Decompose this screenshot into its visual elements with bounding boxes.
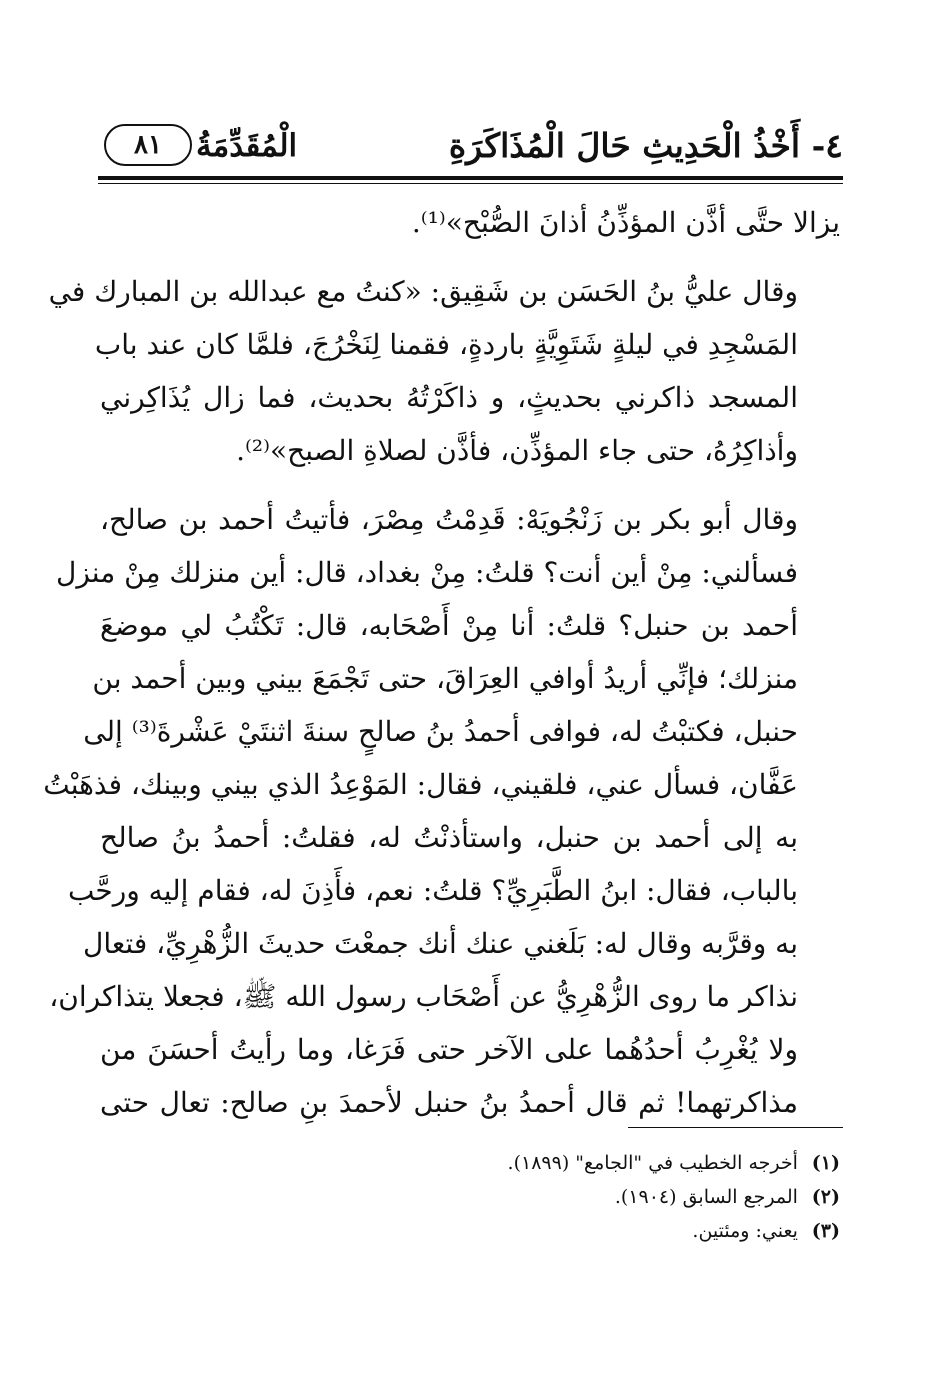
header-rule-thick (98, 176, 843, 180)
text-line: مذاكرتهما! ثم قال أحمدُ بنُ حنبل لأحمدَ بنِ صالح: تعال حتى (100, 1086, 798, 1119)
text-line: يزالا حتَّى أذَّن المؤذِّنُ أذانَ الصُّبْح»⁽¹⁾. (411, 206, 840, 239)
text-line: حنبل، فكتبْتُ له، فوافى أحمدُ بنُ صالحٍ سنةَ اثنتَيْ عَشْرةَ⁽³⁾ إلى (83, 715, 798, 748)
paragraph (100, 196, 840, 249)
text-line: وقال أبو بكر بن زَنْجُويَهْ: قَدِمْتُ مِصْرَ، فأتيتُ أحمد بن صالح، (100, 503, 798, 536)
text-line: فسألني: مِنْ أين أنت؟ قلتُ: مِنْ بغداد، قال: أين منزلك مِنْ منزل (55, 556, 798, 589)
footnote-text: أخرجه الخطيب في "الجامع" (١٨٩٩). (507, 1152, 798, 1174)
text-line: به إلى أحمد بن حنبل، واستأذنْتُ له، فقلتُ: أحمدُ بنُ صالح (100, 821, 798, 854)
paragraph (48, 265, 840, 477)
text-line: وقال عليُّ بنُ الحَسَن بن شَقِيق: «كنتُ مع عبدالله بن المبارك في (48, 275, 798, 308)
chapter-title: ٤- أَخْذُ الْحَدِيثِ حَالَ الْمُذَاكَرَةِ (448, 126, 843, 165)
text-line: عَفَّان، فسأل عني، فلقيني، فقال: المَوْعِدُ الذي بيني وبينك، فذهَبْتُ (43, 768, 798, 801)
footnote (508, 1146, 840, 1180)
text-line: أحمد بن حنبل؟ قلتُ: أنا مِنْ أَصْحَابه، قال: تَكْتُبُ لي موضعَ (100, 609, 798, 642)
footnotes (508, 1146, 840, 1248)
page-header (98, 118, 843, 178)
footnote-number: (١) (811, 1152, 840, 1174)
text-line: به وقرَّبه وقال له: بَلَغني عنك أنك جمعْتَ حديثَ الزُّهْرِيِّ، فتعال (83, 927, 798, 960)
section-name: الْمُقَدِّمَةُ (196, 128, 298, 164)
text-line: وأذاكِرُهُ، حتى جاء المؤذِّن، فأذَّن لصلاةِ الصبح»⁽²⁾. (236, 434, 798, 467)
text-line: بالباب، فقال: ابنُ الطَّبَرِيِّ؟ قلتُ: نعم، فأَذِنَ له، فقام إليه ورحَّب (67, 874, 798, 907)
footnote (508, 1214, 840, 1248)
footnote-separator (628, 1127, 843, 1128)
footnote-number: (٢) (811, 1186, 840, 1208)
footnote-text: المرجع السابق (١٩٠٤). (614, 1186, 798, 1208)
page-number: ٨١ (104, 124, 192, 166)
text-line: نذاكر ما روى الزُّهْرِيُّ عن أَصْحَاب رسول الله ﷺ، فجعلا يتذاكران، (49, 980, 798, 1013)
text-line: ولا يُغْرِبُ أحدُهُما على الآخر حتى فَرَغا، وما رأيتُ أحسَنَ من (100, 1033, 798, 1066)
paragraph (43, 493, 840, 1129)
footnote (508, 1180, 840, 1214)
main-text (43, 196, 840, 1129)
footnote-number: (٣) (811, 1220, 840, 1242)
text-line: المسجد ذاكرني بحديثٍ، و ذاكَرْتُهُ بحديث، فما زال يُذَاكِرني (100, 381, 798, 414)
header-rule-thin (98, 183, 843, 184)
footnote-text: يعني: ومئتين. (692, 1220, 798, 1242)
text-line: منزلك؛ فإنِّي أريدُ أوافي العِرَاقَ، حتى تَجْمَعَ بيني وبين أحمد بن (92, 662, 798, 695)
text-line: المَسْجِدِ في ليلةٍ شَتَوِيَّةٍ باردةٍ، فقمنا لِنَخْرُجَ، فلمَّا كان عند باب (94, 328, 798, 361)
